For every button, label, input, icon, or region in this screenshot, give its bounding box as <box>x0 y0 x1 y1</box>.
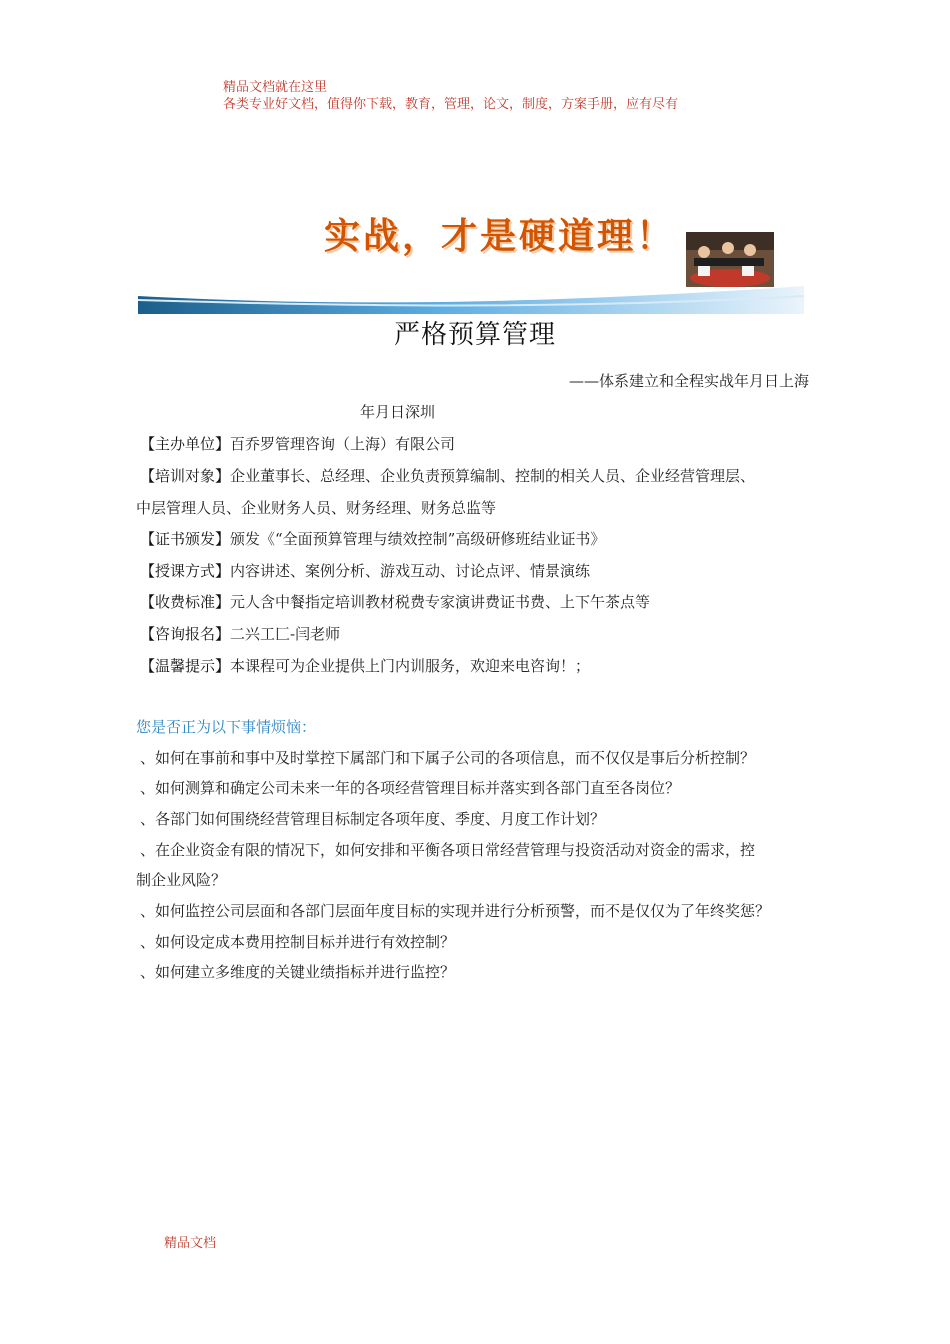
info-key: 【培训对象】 <box>140 467 231 485</box>
promo-header-line1: 精品文档就在这里 <box>223 80 328 95</box>
info-audience <box>140 465 755 486</box>
info-value: 百乔罗管理咨询（上海）有限公司 <box>230 435 456 453</box>
info-audience-cont: 中层管理人员、企业财务人员、财务经理、财务总监等 <box>136 499 497 517</box>
info-tip <box>140 655 590 676</box>
info-key: 【温馨提示】 <box>140 657 231 675</box>
question-item: 、如何测算和确定公司未来一年的各项经营管理目标并落实到各部门直至各岗位？ <box>140 779 681 797</box>
info-organizer <box>140 433 455 454</box>
page-title: 严格预算管理 <box>393 320 556 350</box>
question-item: 、如何建立多维度的关键业绩指标并进行监控？ <box>140 963 456 981</box>
info-method <box>140 560 590 581</box>
promo-header <box>223 79 678 113</box>
banner <box>138 200 804 314</box>
question-item: 、各部门如何围绕经营管理目标制定各项年度、季度、月度工作计划？ <box>140 810 606 828</box>
question-item-cont: 制企业风险？ <box>136 871 227 889</box>
question-item: 、如何设定成本费用控制目标并进行有效控制？ <box>140 933 456 951</box>
footer-label: 精品文档 <box>164 1236 217 1251</box>
info-value: 企业董事长、总经理、企业负责预算编制、控制的相关人员、企业经营管理层、 <box>230 467 756 485</box>
info-fee <box>140 591 650 612</box>
info-value: 元人含中餐指定培训教材税费专家演讲费证书费、上下午茶点等 <box>230 593 651 611</box>
info-value: 本课程可为企业提供上门内训服务，欢迎来电咨询！； <box>230 657 591 675</box>
question-item: 、如何在事前和事中及时掌控下属部门和下属子公司的各项信息，而不仅仅是事后分析控制？ <box>140 749 756 767</box>
question-item: 、如何监控公司层面和各部门层面年度目标的实现并进行分析预警，而不是仅仅为了年终奖惩？ <box>140 902 771 920</box>
promo-header-line2: 各类专业好文档，值得你下载，教育，管理，论文，制度，方案手册，应有尽有 <box>223 97 679 112</box>
info-value: 二兴工匚-闫老师 <box>230 625 341 643</box>
questions-heading: 您是否正为以下事情烦恼： <box>136 718 317 736</box>
question-item: 、在企业资金有限的情况下，如何安排和平衡各项日常经营管理与投资活动对资金的需求，控 <box>140 841 756 859</box>
info-certificate <box>140 528 605 549</box>
info-key: 【收费标准】 <box>140 593 231 611</box>
subtitle: ——体系建立和全程实战年月日上海 <box>568 372 809 390</box>
info-key: 【授课方式】 <box>140 562 231 580</box>
info-value: 内容讲述、案例分析、游戏互动、讨论点评、情景演练 <box>230 562 591 580</box>
banner-slogan: 实战，才是硬道理！ <box>324 215 676 257</box>
info-key: 【咨询报名】 <box>140 625 231 643</box>
meeting-photo-icon <box>686 232 774 287</box>
info-contact <box>140 623 340 644</box>
info-key: 【主办单位】 <box>140 435 231 453</box>
subtitle-dates: 年月日深圳 <box>360 403 436 421</box>
info-value: 颁发《“全面预算管理与绩效控制”高级研修班结业证书》 <box>230 530 606 548</box>
info-key: 【证书颁发】 <box>140 530 231 548</box>
